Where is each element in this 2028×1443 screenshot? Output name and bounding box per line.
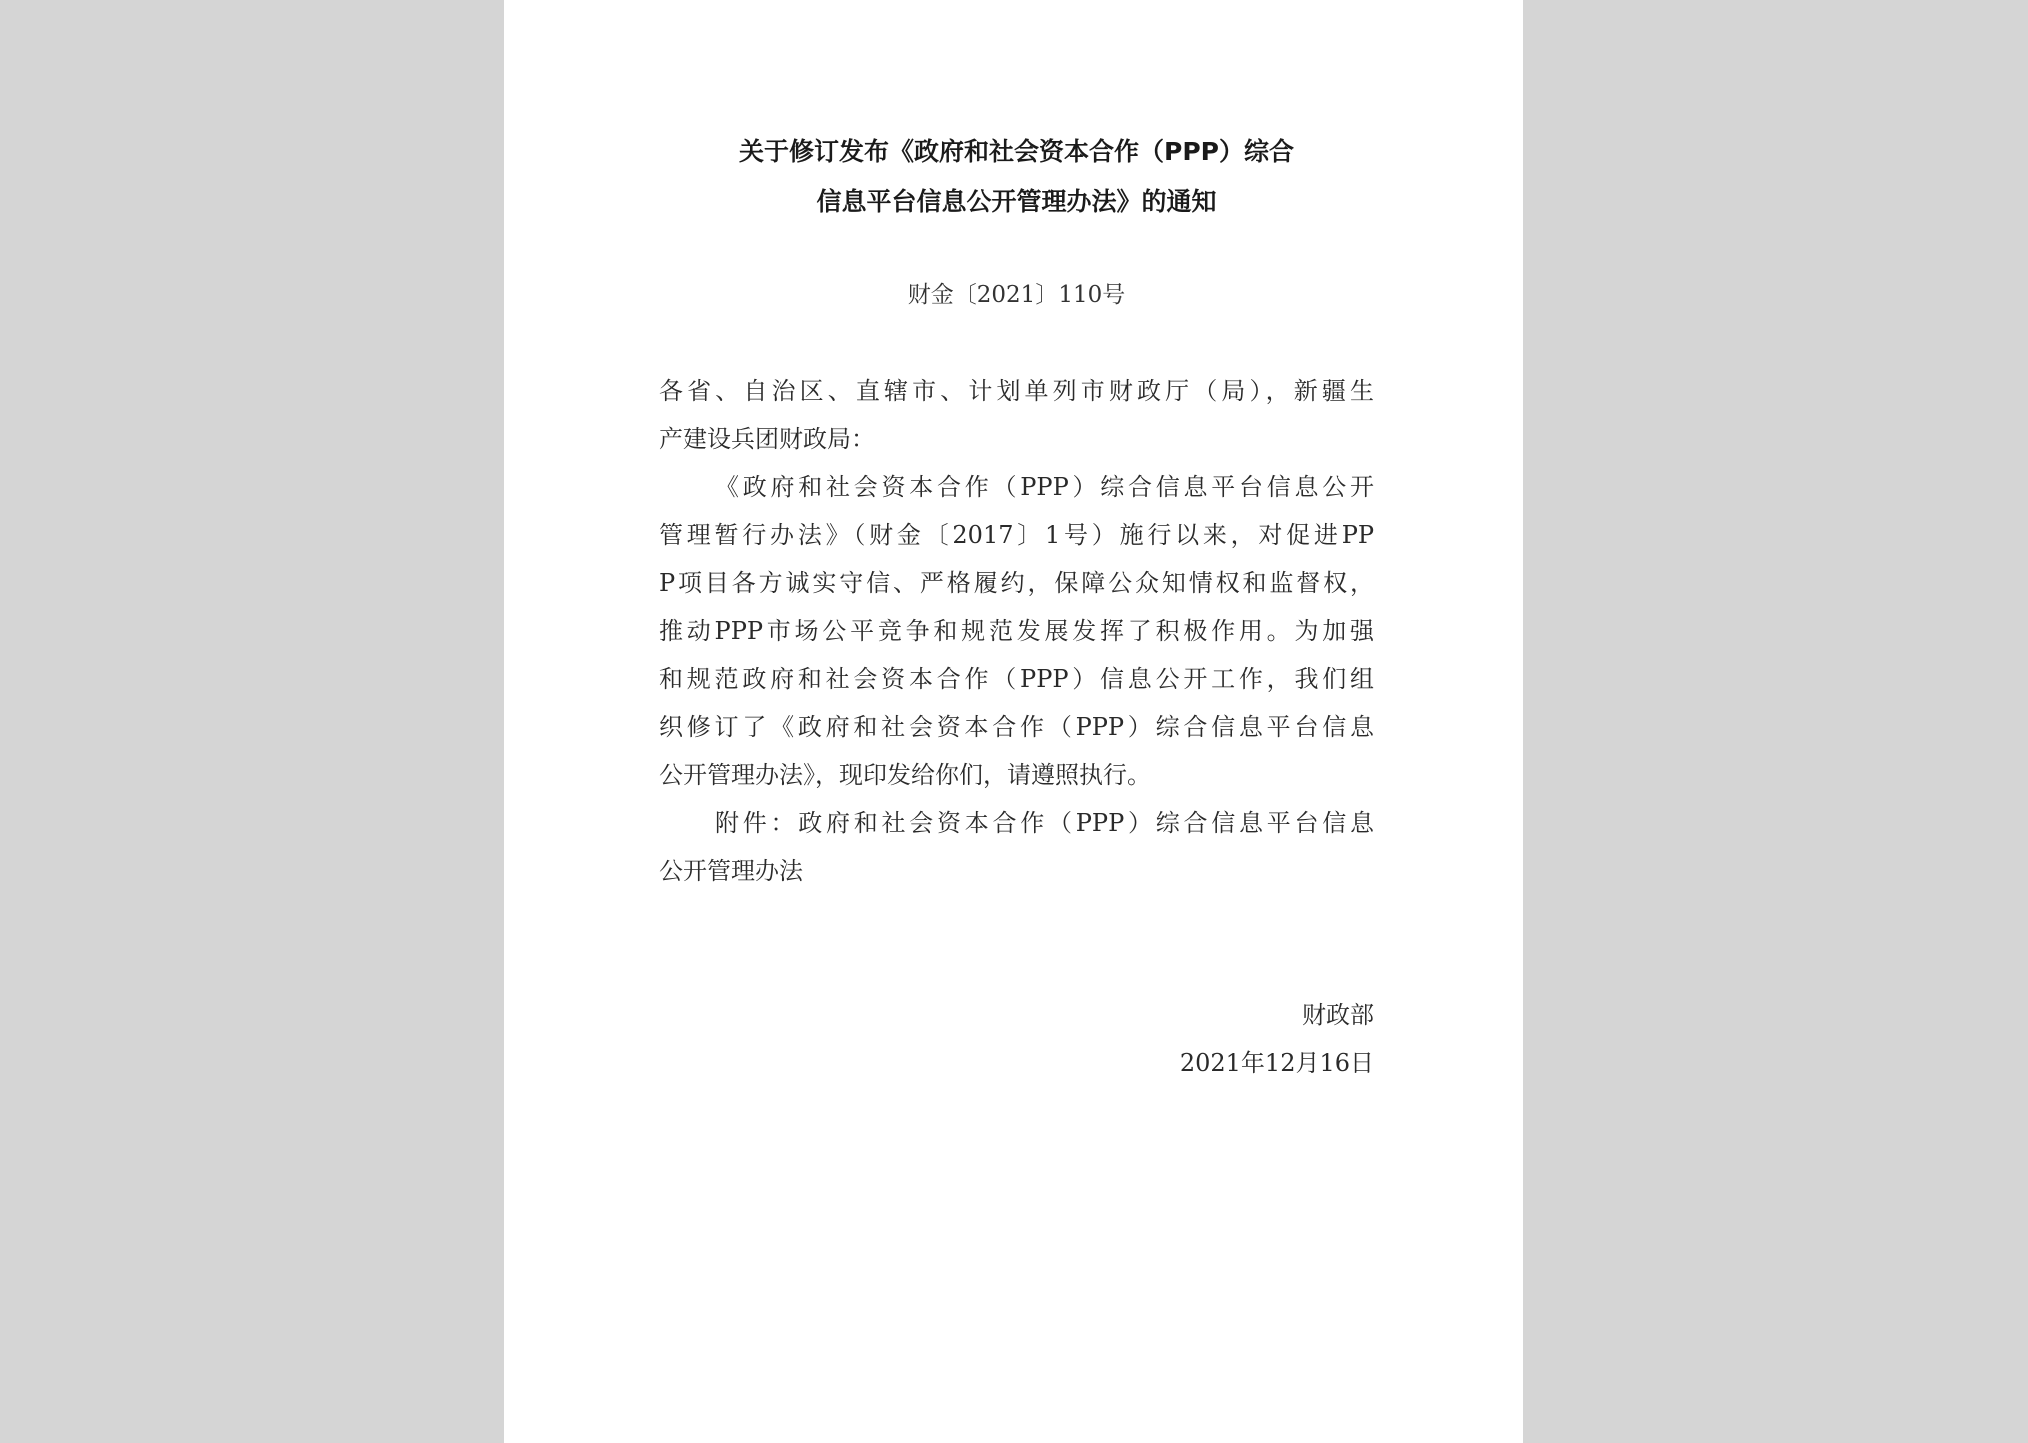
body-line: 和规范政府和社会资本合作（PPP）信息公开工作，我们组 bbox=[659, 665, 1374, 693]
document-title-line-1: 关于修订发布《政府和社会资本合作（PPP）综合 bbox=[739, 137, 1294, 166]
attachment-line-2: 公开管理办法 bbox=[659, 857, 803, 885]
body-line: P项目各方诚实守信、严格履约，保障公众知情权和监督权， bbox=[659, 569, 1374, 597]
issue-date: 2021年12月16日 bbox=[1179, 1049, 1374, 1077]
document-page bbox=[504, 0, 1523, 1443]
body-line: 《政府和社会资本合作（PPP）综合信息平台信息公开 bbox=[715, 473, 1374, 501]
addressee-line-2: 产建设兵团财政局： bbox=[659, 425, 875, 453]
body-line: 推动PPP市场公平竞争和规范发展发挥了积极作用。为加强 bbox=[659, 617, 1374, 645]
document-number: 财金〔2021〕110号 bbox=[907, 282, 1126, 308]
addressee-line-1: 各省、自治区、直辖市、计划单列市财政厅（局），新疆生 bbox=[659, 377, 1374, 405]
document-title-line-2: 信息平台信息公开管理办法》的通知 bbox=[816, 187, 1217, 216]
attachment-line-1: 附件：政府和社会资本合作（PPP）综合信息平台信息 bbox=[715, 809, 1374, 837]
body-line: 织修订了《政府和社会资本合作（PPP）综合信息平台信息 bbox=[659, 713, 1374, 741]
body-line: 管理暂行办法》（财金〔2017〕1号）施行以来，对促进PP bbox=[659, 521, 1374, 549]
body-line: 公开管理办法》，现印发给你们，请遵照执行。 bbox=[659, 761, 1151, 789]
issuer-signature: 财政部 bbox=[1302, 1001, 1374, 1029]
